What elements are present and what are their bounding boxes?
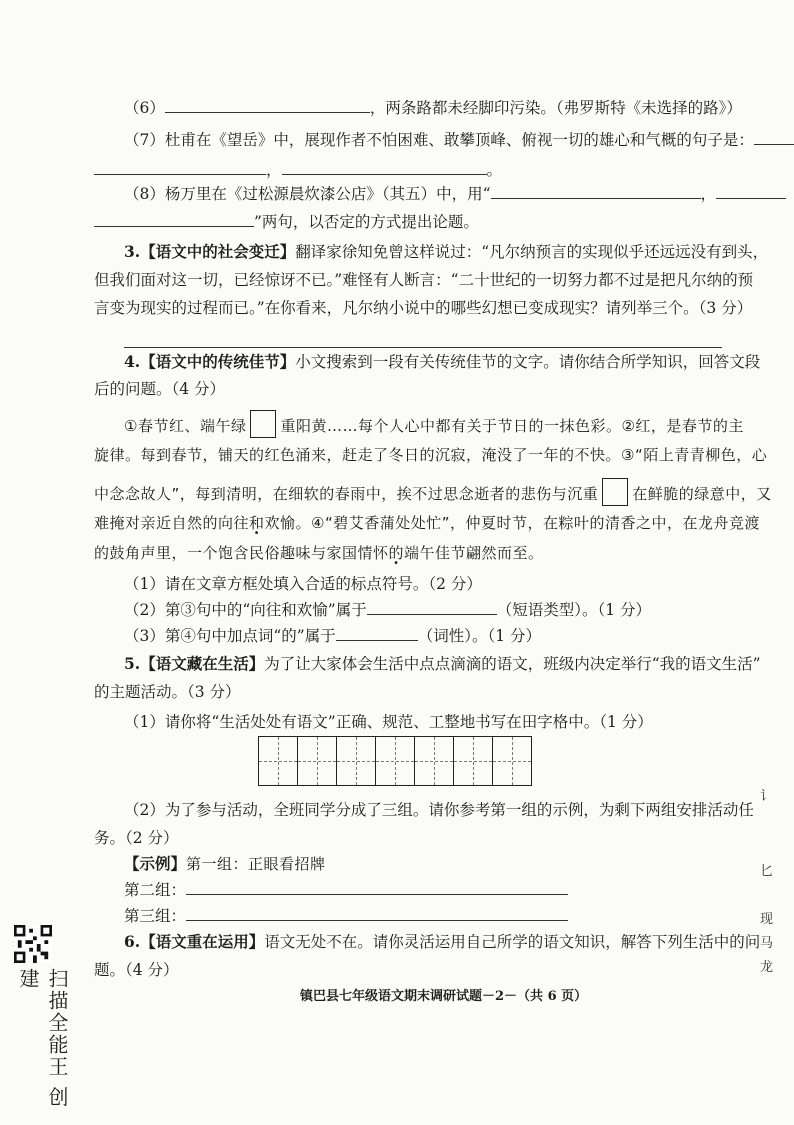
sub-question-4-3 <box>124 624 541 646</box>
answer-blank[interactable] <box>186 919 568 921</box>
sub-question-5-1: （1）请你将“生活处处有语文”正确、规范、工整地书写在田字格中。（1 分） <box>124 713 653 731</box>
passage-line-5 <box>94 542 544 563</box>
question-3-line2: 但我们面对这一切，已经惊讶不已。”难怪有人断言：“二十世纪的一切努力都不过是把凡尔纳的预 <box>94 271 754 289</box>
answer-blank[interactable] <box>716 197 786 199</box>
grid-cell[interactable] <box>454 737 493 785</box>
question-number: 3. <box>124 242 141 261</box>
sub-question-5-2-line2: 务。（2 分） <box>94 829 179 847</box>
item-text: ”两句，以否定的方式提出论题。 <box>254 213 479 231</box>
group-label: 第三组： <box>124 907 187 925</box>
answer-blank[interactable] <box>282 173 487 175</box>
punctuation-box[interactable] <box>602 478 628 506</box>
example <box>124 852 326 874</box>
punct: ， <box>266 161 282 179</box>
example-tag: 【示例】 <box>124 854 187 873</box>
item-text: ，两条路都未经脚印污染。（弗罗斯特《未选择的路》） <box>369 99 742 117</box>
sub-question-4-2 <box>124 598 651 620</box>
group-3 <box>124 904 568 926</box>
passage-text: 端午佳节翩然而至。 <box>404 544 544 562</box>
dotted-word: 的 <box>388 544 405 562</box>
question-text: （3）第④句中加点词“的”属于 <box>124 627 336 645</box>
question-text: 小文搜索到一段有关传统佳节的文字。请你结合所学知识，回答文段 <box>295 353 761 371</box>
item-7-line2 <box>94 158 502 180</box>
edge-char: 讠 <box>760 789 774 804</box>
answer-blank[interactable] <box>186 893 568 895</box>
question-3 <box>124 240 768 262</box>
item-6 <box>124 96 742 118</box>
question-tag: 【语文重在运用】 <box>140 932 265 951</box>
item-8-line2 <box>94 210 479 232</box>
question-tag: 【语文中的社会变迁】 <box>140 242 296 261</box>
question-number: 5. <box>124 654 141 673</box>
answer-blank[interactable] <box>491 197 701 199</box>
passage-text: 重阳黄……每个人心中都有关于节日的一抹色彩。②红，是春节的主 <box>280 417 744 435</box>
grid-cell[interactable] <box>376 737 415 785</box>
answer-blank[interactable] <box>336 639 418 641</box>
question-tag: 【语文中的传统佳节】 <box>140 352 296 371</box>
question-text: （2）第③句中的“向往和欢愉”属于 <box>124 601 367 619</box>
passage-line-4 <box>94 512 760 533</box>
passage-line-3 <box>94 478 772 506</box>
item-7 <box>124 128 794 150</box>
answer-blank[interactable] <box>165 111 370 113</box>
group-2 <box>124 878 568 900</box>
item-8 <box>124 182 786 204</box>
question-number: 6. <box>124 932 141 951</box>
grid-cell[interactable] <box>259 737 298 785</box>
grid-cell[interactable] <box>493 737 531 785</box>
tianzige-grid[interactable] <box>258 736 532 786</box>
punctuation-box[interactable] <box>250 410 276 438</box>
question-tag: 【语文藏在生活】 <box>140 654 265 673</box>
question-text: 为了让大家体会生活中点点滴滴的语文，班级内决定举行“我的语文生活” <box>264 655 761 673</box>
answer-blank[interactable] <box>367 613 497 615</box>
qr-code-icon <box>14 925 52 963</box>
edge-char: 匕 <box>760 864 774 879</box>
passage-line-2: 旋律。每到春节，铺天的红色涌来，赶走了冬日的沉寂，淹没了一年的不快。③“陌上青青柳色，心 <box>94 446 768 464</box>
answer-blank[interactable] <box>94 173 266 175</box>
answer-blank[interactable] <box>94 225 254 227</box>
item-text: （7）杜甫在《望岳》中，展现作者不怕困难、敢攀顶峰、俯视一切的雄心和气概的句子是： <box>124 131 754 149</box>
passage-text: 中念念故人”，每到清明，在细软的春雨中，挨不过思念逝者的悲伤与沉重 <box>94 485 599 503</box>
page-footer: 镇巴县七年级语文期末调研试题－2－（共 6 页） <box>300 989 588 1004</box>
edge-char: 龙 <box>760 960 774 975</box>
scanner-watermark: 扫描全能王 创建 <box>16 968 69 1109</box>
grid-cell[interactable] <box>298 737 337 785</box>
grid-cell[interactable] <box>337 737 376 785</box>
question-4-line2: 后的问题。（4 分） <box>94 380 226 398</box>
question-3-line3: 言变为现实的过程而已。”在你看来，凡尔纳小说中的哪些幻想已变成现实？请列举三个。（3 分） <box>94 299 753 317</box>
punct: 。 <box>486 161 503 179</box>
sub-question-5-2: （2）为了参与活动，全班同学分成了三组。请你参考第一组的示例，为剩下两组安排活动任 <box>124 801 754 819</box>
passage-line-1 <box>124 410 744 438</box>
group-label: 第二组： <box>124 881 187 899</box>
question-text: 语文无处不在。请你灵活运用自己所学的语文知识，解答下列生活中的问 <box>264 933 761 951</box>
grid-cell[interactable] <box>415 737 454 785</box>
question-5-line2: 的主题活动。（3 分） <box>94 683 241 701</box>
question-text: （词性）。（1 分） <box>417 627 542 645</box>
passage-text: ①春节红、端午绿 <box>124 417 247 435</box>
item-text: （8）杨万里在《过松源晨炊漆公店》（其五）中，用“ <box>124 185 491 203</box>
example-text: 第一组：正眼看招牌 <box>186 855 326 873</box>
question-text: 翻译家徐知免曾这样说过：“凡尔纳预言的实现似乎还远远没有到头， <box>295 243 769 261</box>
sub-question-4-1: （1）请在文章方框处填入合适的标点符号。（2 分） <box>124 575 482 593</box>
question-number: 4. <box>124 352 141 371</box>
dotted-phrase: 向往和欢愉 • <box>218 514 296 532</box>
question-text: （短语类型）。（1 分） <box>496 601 652 619</box>
answer-blank[interactable] <box>754 143 794 145</box>
passage-text: 。④“碧艾香蒲处处忙”，仲夏时节，在粽叶的清香之中，在龙舟竞渡 <box>295 514 761 532</box>
passage-text: 的鼓角声里，一个饱含民俗趣味与家国情怀 <box>94 544 389 562</box>
edge-char: 马 <box>760 936 774 951</box>
edge-char: 现 <box>760 912 774 927</box>
question-6-line2: 题。（4 分） <box>94 961 179 979</box>
passage-text: 在鲜脆的绿意中，又 <box>632 485 772 503</box>
question-4 <box>124 350 760 372</box>
question-6 <box>124 930 760 952</box>
question-5 <box>124 652 761 674</box>
item-number: （6） <box>124 99 165 117</box>
punct: ， <box>700 185 717 203</box>
passage-text: 难掩对亲近自然的 <box>94 514 219 532</box>
